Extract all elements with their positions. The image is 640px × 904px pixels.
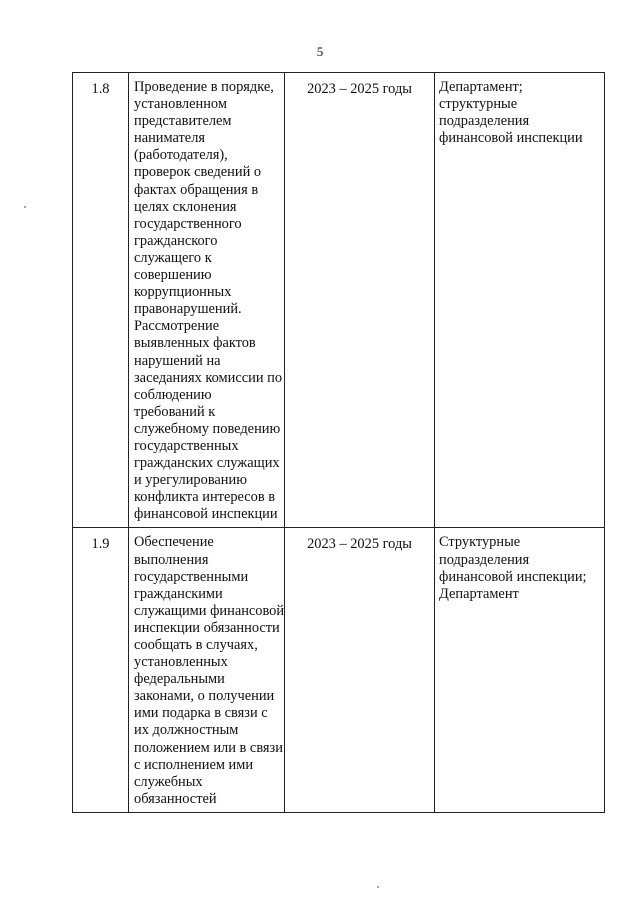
description-line: обязанностей (134, 790, 217, 807)
description-line: ими подарка в связи с (134, 705, 268, 722)
description-line: (работодателя), (134, 147, 228, 164)
description-line: заседаниях комиссии по (134, 369, 283, 386)
description-line: Рассмотрение (134, 318, 220, 335)
description-line: инспекции обязанности (134, 619, 280, 636)
description-line: Обеспечение (134, 534, 214, 551)
scan-speck (377, 886, 379, 888)
row-number: 1.8 (73, 73, 129, 528)
description-line: и урегулированию (134, 472, 247, 489)
description-line: служащего к (134, 249, 212, 266)
responsible-line: подразделения (439, 113, 530, 130)
measure-description (129, 528, 285, 813)
description-line: фактах обращения в (134, 181, 259, 198)
description-line: служащими финансовой (134, 602, 285, 619)
period-cell: 2023 – 2025 годы (285, 528, 435, 813)
responsible-line: подразделения (439, 551, 530, 568)
table-row (73, 528, 605, 813)
description-line: соблюдению (134, 386, 212, 403)
description-line: Проведение в порядке, (134, 79, 274, 95)
description-line: коррупционных (134, 284, 232, 301)
description-line: установленном (134, 96, 227, 113)
description-line: совершению (134, 267, 212, 284)
description-line: государственного (134, 215, 242, 232)
responsible-line: финансовой инспекции (439, 130, 583, 147)
description-line: целях склонения (134, 198, 237, 215)
page-number: 5 (316, 44, 324, 59)
description-line: финансовой инспекции (134, 506, 278, 523)
measures-table (72, 72, 605, 813)
description-line: нарушений на (134, 352, 221, 369)
description-line: представителем (134, 113, 232, 130)
responsible-cell (435, 528, 605, 813)
description-line: государственных (134, 437, 239, 454)
description-line: гражданских служащих (134, 455, 280, 472)
responsible-line: финансовой инспекции; (439, 568, 587, 585)
description-line: государственными (134, 568, 249, 585)
description-line: их должностным (134, 722, 239, 739)
description-line: правонарушений. (134, 301, 242, 318)
period-cell: 2023 – 2025 годы (285, 73, 435, 528)
description-line: гражданскими (134, 585, 223, 602)
scan-speck (24, 206, 26, 208)
responsible-line: Департамент (439, 585, 519, 602)
description-line: выполнения (134, 551, 209, 568)
description-line: конфликта интересов в (134, 489, 276, 506)
description-line: служебных (134, 773, 203, 790)
table-row (73, 73, 605, 528)
description-line: требований к (134, 403, 216, 420)
description-line: законами, о получении (134, 688, 275, 705)
description-line: с исполнением ими (134, 756, 254, 773)
measure-description (129, 73, 285, 528)
description-line: федеральными (134, 671, 225, 688)
responsible-line: Департамент; (439, 79, 523, 95)
description-line: сообщать в случаях, (134, 637, 258, 653)
description-line: служебному поведению (134, 420, 281, 437)
responsible-line: структурные (439, 96, 518, 113)
responsible-line: Структурные (439, 534, 521, 551)
description-line: гражданского (134, 232, 218, 249)
responsible-cell (435, 73, 605, 528)
description-line: нанимателя (134, 130, 205, 147)
description-line: выявленных фактов (134, 335, 256, 352)
description-line: положением или в связи (134, 739, 283, 756)
description-line: проверок сведений о (134, 164, 262, 181)
row-number: 1.9 (73, 528, 129, 813)
description-line: установленных (134, 654, 228, 671)
